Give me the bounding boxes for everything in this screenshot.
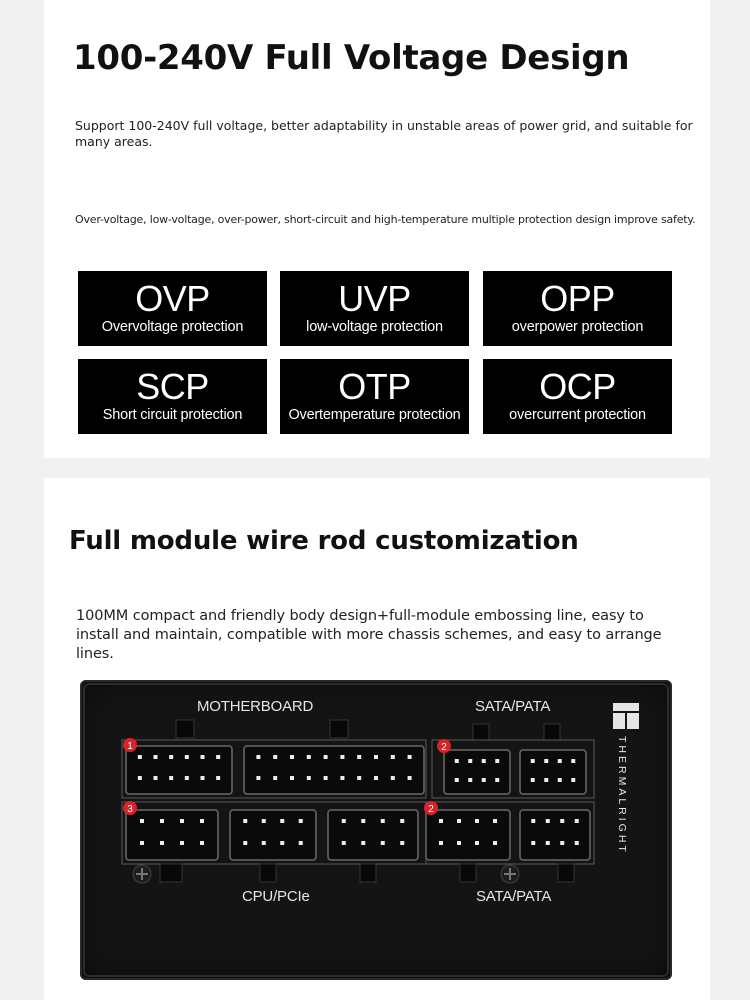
module-description: 100MM compact and friendly body design+full-module embossing line, easy to install and maintain, compatible with more chassis schemes, and easy to arrange lines. — [76, 608, 662, 662]
connector-sata-3 — [426, 810, 510, 860]
module-section-title: Full module wire rod customization — [69, 526, 579, 556]
badge-number: 1 — [127, 741, 133, 752]
protection-code: OPP — [540, 278, 615, 319]
protection-card-scp — [78, 359, 267, 434]
badge-number: 2 — [441, 742, 447, 753]
badge-number: 2 — [428, 804, 434, 815]
connector-cpu-2 — [230, 810, 316, 860]
protection-code: SCP — [136, 366, 209, 407]
protection-label: overpower protection — [511, 319, 644, 335]
connector-cpu-1 — [126, 810, 218, 860]
voltage-description: Support 100-240V full voltage, better adaptability in unstable areas of power grid, and suitable for many areas. — [75, 118, 693, 149]
sata-top-label: SATA/PATA — [475, 698, 551, 715]
protection-note: Over-voltage, low-voltage, over-power, short-circuit and high-temperature multiple protection design improve safety. — [75, 213, 696, 226]
connector-sata-4 — [520, 810, 590, 860]
protection-code: OVP — [135, 278, 210, 319]
protection-label: Short circuit protection — [102, 407, 243, 423]
motherboard-label: MOTHERBOARD — [197, 698, 314, 715]
protection-label: Overtemperature protection — [288, 407, 461, 423]
connector-mb-18pin — [244, 746, 424, 794]
connector-sata-1 — [444, 750, 510, 794]
psu-modular-panel-image — [80, 680, 672, 980]
voltage-section-title: 100-240V Full Voltage Design — [73, 38, 630, 78]
brand-logo-icon — [612, 702, 640, 730]
sata-bottom-label: SATA/PATA — [476, 888, 552, 905]
protection-code: OTP — [338, 366, 411, 407]
protection-grid — [78, 271, 673, 435]
protection-code: OCP — [539, 366, 616, 407]
protection-label: overcurrent protection — [509, 407, 646, 423]
protection-card-ovp — [78, 271, 267, 346]
connector-mb-10pin — [126, 746, 232, 794]
cpu-pcie-label: CPU/PCIe — [242, 888, 310, 905]
badge-number: 3 — [127, 804, 133, 815]
protection-label: Overvoltage protection — [101, 319, 244, 335]
protection-label: low-voltage protection — [306, 319, 443, 335]
brand-name: THERMALRIGHT — [616, 736, 628, 855]
protection-card-ocp — [483, 359, 672, 434]
protection-card-opp — [483, 271, 672, 346]
connector-sata-2 — [520, 750, 586, 794]
protection-code: UVP — [338, 278, 411, 319]
protection-card-uvp — [280, 271, 469, 346]
protection-card-otp — [280, 359, 469, 434]
psu-panel-drawing — [80, 680, 672, 980]
connector-pcie-1 — [328, 810, 418, 860]
